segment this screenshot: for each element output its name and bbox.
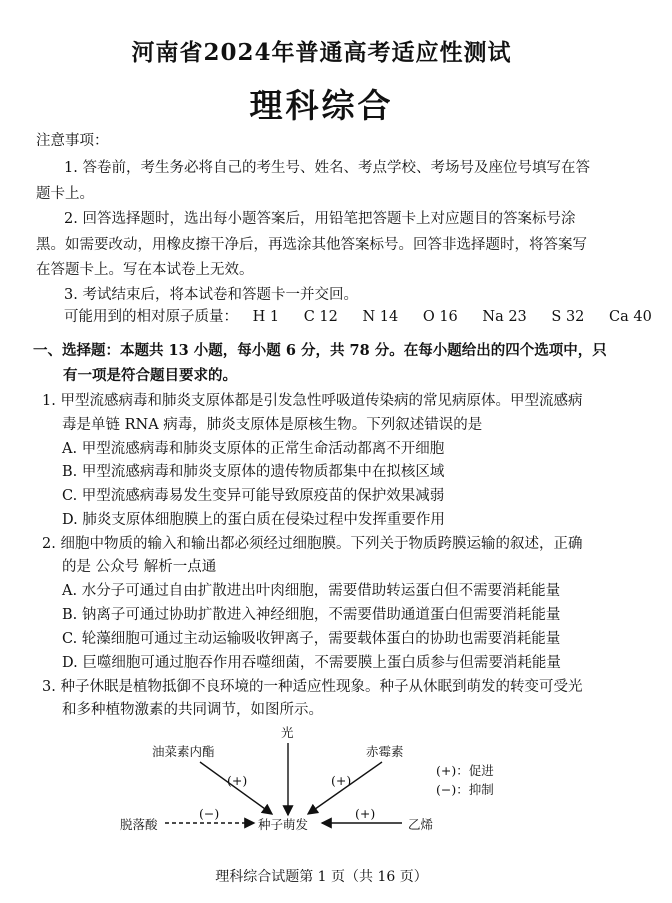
atomic-mass-na: Na 23 <box>482 309 527 325</box>
q2-stem-line-2: 的是 公众号 解析一点通 <box>62 559 217 575</box>
q1-option-d: D. 肺炎支原体细胞膜上的蛋白质在侵染过程中发挥重要作用 <box>62 512 445 528</box>
notice-item-2-line-1: 2. 回答选择题时，选出每小题答案后，用铅笔把答题卡上对应题目的答案标号涂 <box>64 211 576 227</box>
notice-item-1-line-2: 题卡上。 <box>36 186 94 202</box>
atomic-mass-n: N 14 <box>362 309 399 325</box>
q2-stem-line-1: 2. 细胞中物质的输入和输出都必须经过细胞膜。下列关于物质跨膜运输的叙述，正确 <box>42 536 583 552</box>
diagram-abscisic-label: 脱落酸 <box>120 817 158 832</box>
q1-stem-line-2: 毒是单链 RNA 病毒，肺炎支原体是原核生物。下列叙述错误的是 <box>62 417 483 433</box>
q1-option-b: B. 甲型流感病毒和肺炎支原体的遗传物质都集中在拟核区域 <box>62 464 445 480</box>
section-heading-line-1: 一、选择题：本题共 13 小题，每小题 6 分，共 78 分。在每小题给出的四个选项中，只 <box>33 342 607 359</box>
q2-option-b: B. 钠离子可通过协助扩散进入神经细胞，不需要借助通道蛋白但需要消耗能量 <box>62 607 561 623</box>
notice-item-1-line-1: 1. 答卷前，考生务必将自己的考生号、姓名、考点学校、考场号及座位号填写在答 <box>64 160 590 176</box>
diagram-plus-gibberellin: (+) <box>331 773 352 788</box>
q3-stem-line-2: 和多种植物激素的共同调节，如图所示。 <box>62 702 323 718</box>
notice-heading: 注意事项： <box>36 133 109 149</box>
q3-stem-line-1: 3. 种子休眠是植物抵御不良环境的一种适应性现象。种子从休眠到萌发的转变可受光 <box>42 679 583 695</box>
atomic-mass-o: O 16 <box>422 309 458 325</box>
q1-option-c: C. 甲型流感病毒易发生变异可能导致原疫苗的保护效果减弱 <box>62 488 445 504</box>
page-footer: 理科综合试题第 1 页（共 16 页） <box>215 869 428 885</box>
section-heading-line-2: 有一项是符合题目要求的。 <box>63 367 237 384</box>
atomic-mass-label: 可能用到的相对原子质量： <box>64 309 238 325</box>
diagram-ethylene-label: 乙烯 <box>408 817 434 832</box>
diagram-gibberellin-label: 赤霉素 <box>366 744 404 759</box>
diagram-plus-ethylene: (+) <box>355 806 376 821</box>
diagram-legend-promote: (+)：促进 <box>436 763 494 778</box>
diagram-brassinolide-label: 油菜素内酯 <box>152 744 215 759</box>
atomic-mass-s: S 32 <box>551 309 585 325</box>
notice-item-2-line-3: 在答题卡上。写在本试卷上无效。 <box>36 262 254 278</box>
exam-title: 河南省2024年普通高考适应性测试 <box>131 39 512 66</box>
q2-option-d: D. 巨噬细胞可通过胞吞作用吞噬细菌，不需要膜上蛋白质参与但需要消耗能量 <box>62 655 561 671</box>
atomic-mass-ca: Ca 40 <box>609 309 652 325</box>
diagram-minus-abscisic: (−) <box>199 806 220 821</box>
subject-title: 理科综合 <box>249 86 394 125</box>
notice-item-2-line-2: 黑。如需要改动，用橡皮擦干净后，再选涂其他答案标号。回答非选择题时，将答案写 <box>36 237 587 253</box>
q2-option-a: A. 水分子可通过自由扩散进出叶肉细胞，需要借助转运蛋白但不需要消耗能量 <box>62 583 561 599</box>
diagram-light-label: 光 <box>281 725 294 740</box>
diagram-germination-label: 种子萌发 <box>258 817 309 832</box>
diagram-legend-inhibit: (−)：抑制 <box>436 782 494 797</box>
atomic-mass-h: H 1 <box>252 309 280 325</box>
q1-option-a: A. 甲型流感病毒和肺炎支原体的正常生命活动都离不开细胞 <box>62 441 445 457</box>
q2-option-c: C. 轮藻细胞可通过主动运输吸收钾离子，需要载体蛋白的协助也需要消耗能量 <box>62 631 561 647</box>
diagram-plus-brassinolide: (+) <box>227 773 248 788</box>
q1-stem-line-1: 1. 甲型流感病毒和肺炎支原体都是引发急性呼吸道传染病的常见病原体。甲型流感病 <box>42 393 583 409</box>
notice-item-3: 3. 考试结束后，将本试卷和答题卡一并交回。 <box>64 287 358 303</box>
atomic-mass-c: C 12 <box>303 309 338 325</box>
